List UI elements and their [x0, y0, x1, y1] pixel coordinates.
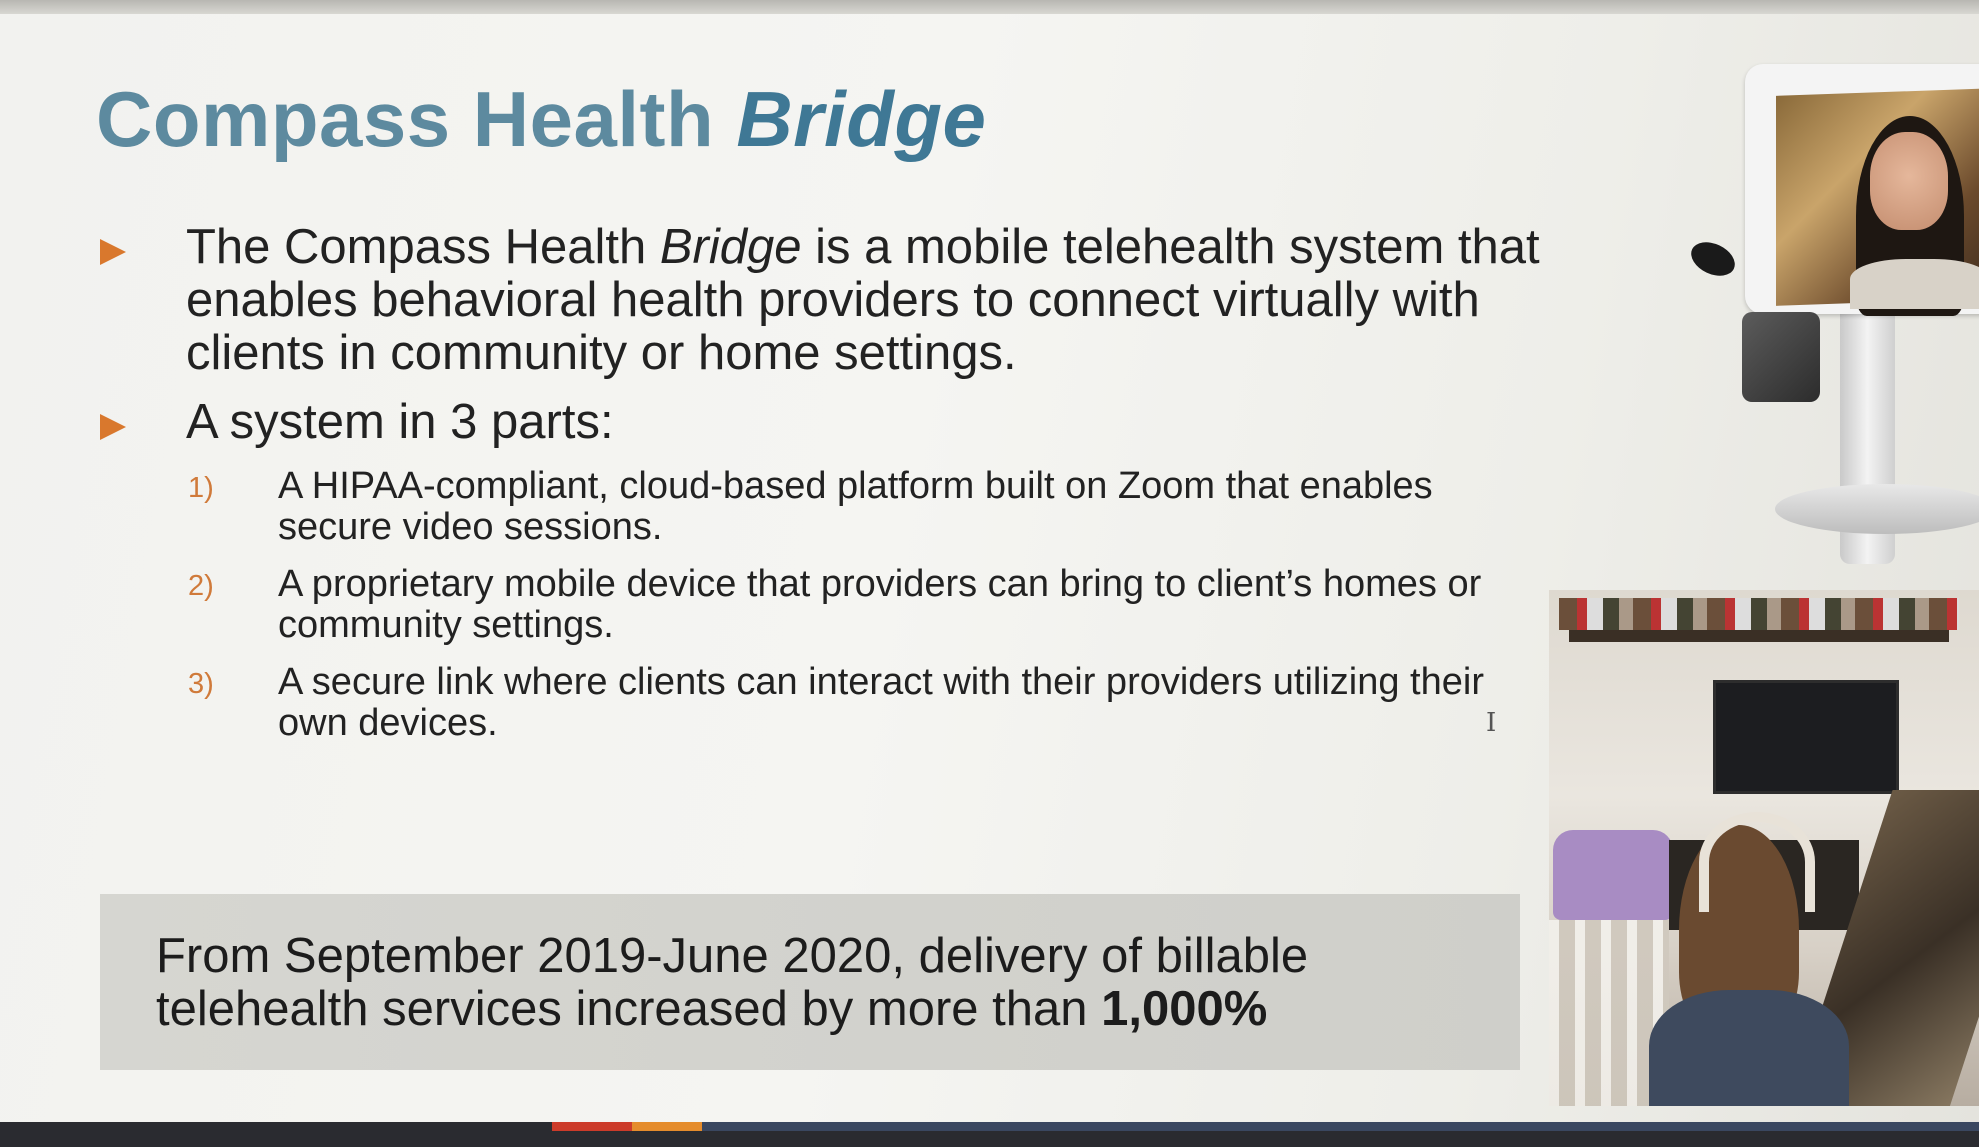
client-sweater — [1649, 990, 1849, 1106]
slide-title — [96, 74, 986, 165]
presentation-slide — [0, 14, 1979, 1122]
headphones-icon — [1699, 812, 1815, 912]
callout-text-main: From September 2019-June 2020, delivery of billable telehealth services increased by more than — [156, 929, 1309, 1036]
slide-title-main: Compass Health — [96, 75, 737, 163]
purple-chair — [1553, 830, 1673, 920]
bullet-arrow-icon — [100, 239, 126, 265]
slide-title-emphasis: Bridge — [736, 75, 987, 163]
item-text: A proprietary mobile device that providers can bring to client’s homes or community settings. — [278, 563, 1482, 646]
telehealth-device-image — [1690, 64, 1979, 544]
slide-footer-bar — [0, 1122, 1979, 1147]
footer-accent-navy — [702, 1122, 1979, 1131]
provider-shirt — [1850, 259, 1979, 309]
home-session-photo — [1549, 590, 1979, 1106]
microphone-icon — [1686, 236, 1740, 283]
television — [1713, 680, 1899, 794]
footer-accent-orange — [632, 1122, 702, 1131]
bullet-text-emphasis: Bridge — [659, 220, 802, 274]
provider-face — [1870, 132, 1948, 230]
camera-icon — [1742, 312, 1820, 402]
item-number: 3) — [188, 668, 214, 700]
bullet-text-rest: is a mobile telehealth system that enables behavioral health providers to connect virtually with clients in community or home settings. — [186, 220, 1540, 380]
callout-emphasis: 1,000% — [1101, 982, 1268, 1036]
screen-top-edge — [0, 0, 1979, 14]
text-cursor-icon: I — [1486, 708, 1497, 738]
item-text: A secure link where clients can interact with their providers utilizing their own devices. — [278, 661, 1484, 744]
bullet-text-description — [186, 221, 1606, 380]
bullet-text-start: The Compass Health — [186, 220, 660, 274]
device-base — [1775, 484, 1979, 534]
callout-box — [100, 894, 1520, 1070]
item-number: 2) — [188, 570, 214, 602]
footer-accent-red — [552, 1122, 632, 1131]
item-number: 1) — [188, 472, 214, 504]
bullet-arrow-icon — [100, 414, 126, 440]
shelf-items — [1559, 598, 1959, 630]
callout-text — [156, 930, 1416, 1036]
wall-shelf — [1569, 630, 1949, 642]
bullet-text-parts: A system in 3 parts: — [186, 395, 614, 449]
item-text: A HIPAA-compliant, cloud-based platform built on Zoom that enables secure video sessions. — [278, 465, 1433, 548]
